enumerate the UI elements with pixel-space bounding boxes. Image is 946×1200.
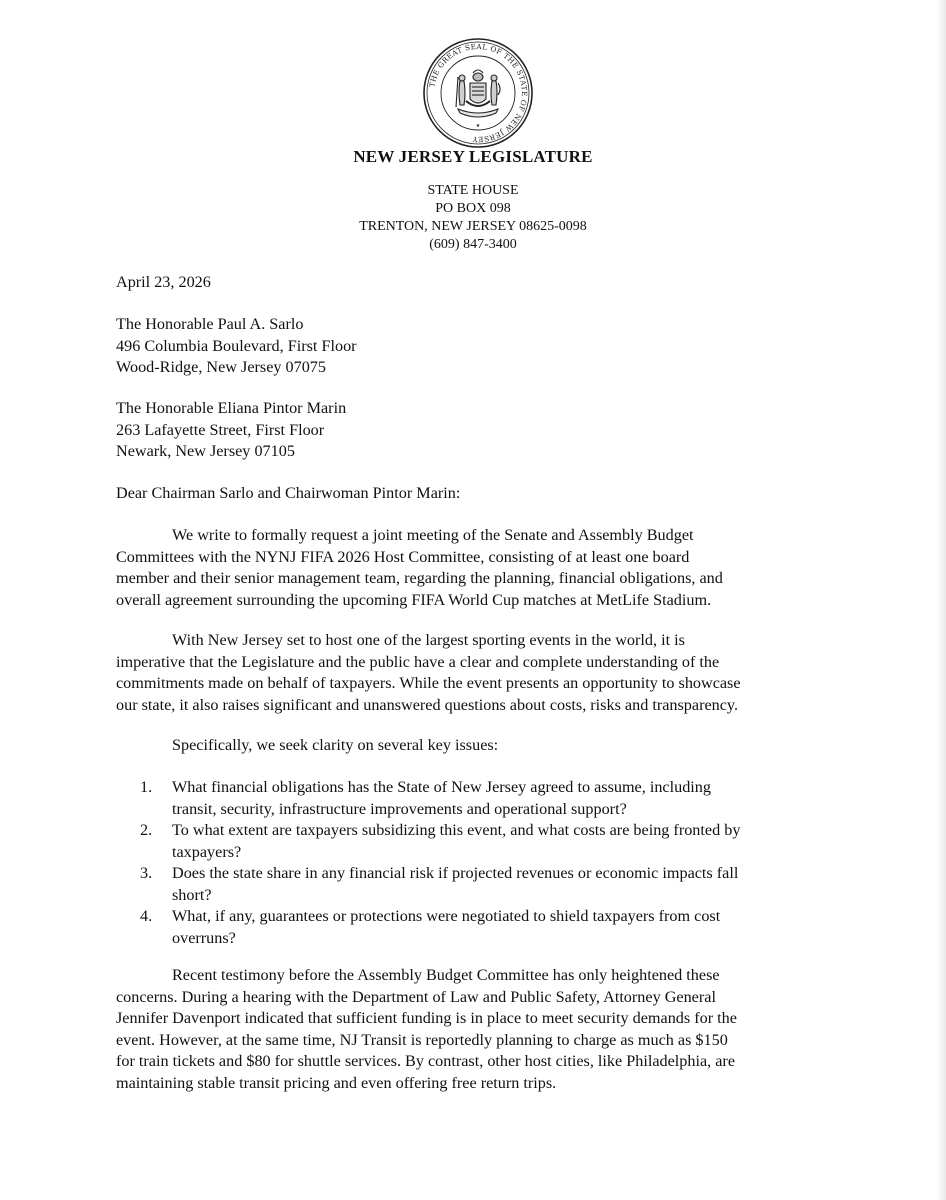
paragraph-line: Committees with the NYNJ FIFA 2026 Host Committee, consisting of at least one board	[116, 547, 690, 566]
list-item-line: Does the state share in any financial risk if projected revenues or economic impacts fall	[172, 864, 739, 882]
recipient-block	[116, 314, 836, 379]
letterhead-address	[0, 182, 946, 254]
paragraph-line: overall agreement surrounding the upcoming FIFA World Cup matches at MetLife Stadium.	[116, 590, 712, 609]
list-number: 3.	[140, 864, 153, 882]
body-paragraph	[116, 735, 836, 757]
paragraph-line: event. However, at the same time, NJ Transit is reportedly planning to charge as much as $150	[116, 1030, 728, 1049]
address-line: PO BOX 098	[435, 201, 511, 216]
letterhead-title: NEW JERSEY LEGISLATURE	[353, 147, 593, 166]
address-line: TRENTON, NEW JERSEY 08625-0098	[359, 219, 587, 234]
recipient-city: Wood-Ridge, New Jersey 07075	[116, 358, 326, 376]
paragraph-line: our state, it also raises significant and unanswered questions about costs, risks and transparency.	[116, 695, 739, 714]
letter-date	[116, 272, 836, 294]
svg-text:★: ★	[475, 123, 481, 129]
list-item	[116, 820, 836, 863]
body-paragraph	[116, 630, 836, 716]
list-item	[116, 906, 836, 949]
recipient-street: 496 Columbia Boulevard, First Floor	[116, 336, 357, 355]
paragraph-line: Recent testimony before the Assembly Budget Committee has only heightened these	[172, 966, 720, 984]
recipient-name: The Honorable Eliana Pintor Marin	[116, 399, 347, 417]
address-line: STATE HOUSE	[427, 183, 519, 198]
list-item-line: What, if any, guarantees or protections were negotiated to shield taxpayers from cost	[172, 907, 721, 925]
recipient-street: 263 Lafayette Street, First Floor	[116, 420, 325, 439]
body-paragraph	[116, 525, 836, 611]
paragraph-line: commitments made on behalf of taxpayers. While the event presents an opportunity to showcase	[116, 674, 741, 692]
list-item-line: What financial obligations has the State of New Jersey agreed to assume, including	[172, 778, 711, 796]
list-number: 4.	[140, 907, 153, 925]
list-item-line: overruns?	[172, 928, 236, 947]
date-text: April 23, 2026	[116, 273, 211, 291]
seal-text: THE GREAT SEAL OF THE STATE OF NEW JERSEY	[427, 41, 530, 145]
state-seal-icon	[422, 37, 534, 149]
paragraph-line: Jennifer Davenport indicated that sufficient funding is in place to meet security demands for the	[116, 1009, 737, 1027]
paragraph-line: Specifically, we seek clarity on several key issues:	[172, 736, 499, 754]
paragraph-line: for train tickets and $80 for shuttle services. By contrast, other host cities, like Philadelphia, are	[116, 1052, 736, 1070]
list-item-line: short?	[172, 885, 212, 904]
list-item	[116, 777, 836, 820]
questions-list	[116, 777, 836, 949]
list-number: 1.	[140, 778, 153, 796]
paragraph-line: imperative that the Legislature and the public have a clear and complete understanding of the	[116, 652, 720, 671]
address-line: (609) 847-3400	[429, 237, 517, 252]
paragraph-line: maintaining stable transit pricing and even offering free return trips.	[116, 1073, 557, 1092]
body-paragraph	[116, 965, 836, 1094]
paragraph-line: concerns. During a hearing with the Department of Law and Public Safety, Attorney General	[116, 987, 716, 1006]
recipient-name: The Honorable Paul A. Sarlo	[116, 315, 304, 333]
list-number: 2.	[140, 821, 153, 839]
recipient-block	[116, 398, 836, 463]
paragraph-line: We write to formally request a joint meeting of the Senate and Assembly Budget	[172, 526, 694, 544]
salutation	[116, 483, 836, 505]
recipient-city: Newark, New Jersey 07105	[116, 442, 295, 460]
list-item-line: To what extent are taxpayers subsidizing this event, and what costs are being fronted by	[172, 821, 741, 839]
page-edge	[936, 0, 946, 1200]
salutation-text: Dear Chairman Sarlo and Chairwoman Pintor Marin:	[116, 484, 461, 502]
list-item	[116, 863, 836, 906]
paragraph-line: With New Jersey set to host one of the largest sporting events in the world, it is	[172, 631, 685, 649]
list-item-line: taxpayers?	[172, 842, 242, 861]
list-item-line: transit, security, infrastructure improvements and operational support?	[172, 799, 627, 818]
paragraph-line: member and their senior management team, regarding the planning, financial obligations, and	[116, 569, 723, 587]
